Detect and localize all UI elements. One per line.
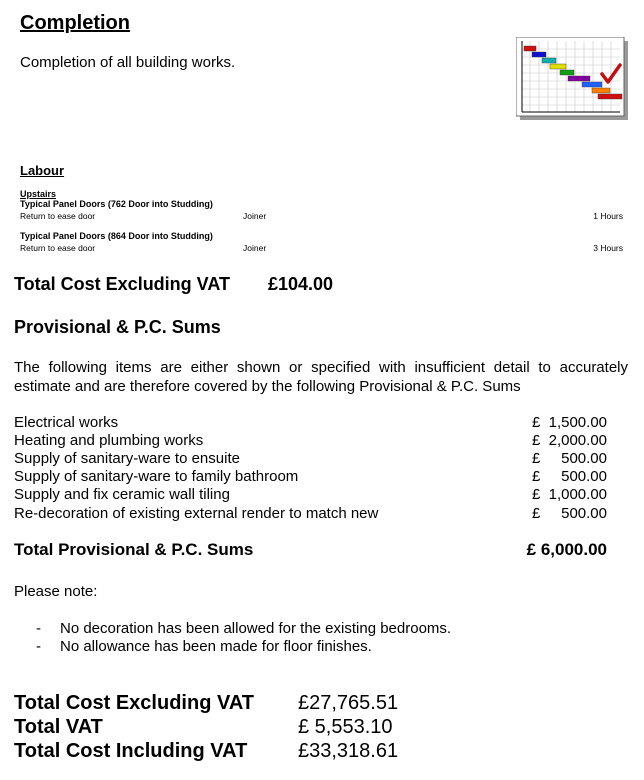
provisional-total-value: £ 6,000.00 (526, 540, 607, 559)
labour-item-duration: 1 Hours (593, 211, 623, 221)
sum-item-amount: 2,000.00 (548, 432, 607, 449)
labour-item-duration: 3 Hours (593, 243, 623, 253)
summary-vat-value: £ 5,553.10 (298, 716, 393, 738)
sum-item-currency: £ (532, 432, 541, 449)
summary-vat-label: Total VAT (14, 716, 103, 738)
gantt-bar (598, 94, 622, 99)
sum-item-amount: 500.00 (561, 450, 607, 467)
provisional-paragraph: The following items are either shown or specified with insufficient detail to accurately estimate and are therefore covered by the following Provisional & P.C. Sums (14, 359, 628, 395)
summary-excl-value: £27,765.51 (298, 692, 399, 714)
sum-item-label: Electrical works (14, 414, 119, 431)
sum-item-currency: £ (532, 468, 541, 485)
provisional-heading: Provisional & P.C. Sums (14, 317, 221, 337)
bullet-dash: - (36, 638, 41, 655)
completion-description: Completion of all building works. (20, 54, 236, 71)
sum-item-label: Supply and fix ceramic wall tiling (14, 486, 230, 503)
summary-excl-label: Total Cost Excluding VAT (14, 692, 254, 714)
provisional-total-label: Total Provisional & P.C. Sums (14, 540, 254, 559)
sum-item-label: Re-decoration of existing external render to match new (14, 505, 379, 522)
labour-item-task: Return to ease door (20, 211, 96, 221)
note-item: No decoration has been allowed for the existing bedrooms. (60, 620, 452, 637)
gantt-bar (542, 58, 556, 63)
note-item: No allowance has been made for floor finishes. (60, 638, 372, 655)
labour-item-title: Typical Panel Doors (762 Door into Studding) (20, 199, 213, 209)
labour-item-trade: Joiner (243, 211, 267, 221)
summary-incl-value: £33,318.61 (298, 740, 399, 762)
sum-item-currency: £ (532, 450, 541, 467)
sum-item-amount: 500.00 (561, 505, 607, 522)
labour-total-label: Total Cost Excluding VAT (14, 274, 230, 294)
gantt-bar (582, 82, 602, 87)
gantt-bar (524, 46, 536, 51)
sum-item-currency: £ (532, 505, 541, 522)
gantt-bar (560, 70, 574, 75)
bullet-dash: - (36, 620, 41, 637)
sum-item-currency: £ (532, 414, 541, 431)
sum-item-amount: 500.00 (561, 468, 607, 485)
gantt-chart-icon (516, 37, 628, 120)
labour-heading: Labour (20, 163, 65, 178)
sum-item-label: Supply of sanitary-ware to ensuite (14, 450, 240, 467)
completion-heading: Completion (20, 12, 130, 34)
sum-item-label: Supply of sanitary-ware to family bathroom (14, 468, 299, 485)
section-upstairs: Upstairs (20, 189, 57, 199)
gantt-bar (550, 64, 566, 69)
labour-total-value: £104.00 (268, 274, 334, 294)
labour-item-trade: Joiner (243, 243, 267, 253)
gantt-bar (592, 88, 610, 93)
sum-item-amount: 1,000.00 (548, 486, 607, 503)
labour-item-task: Return to ease door (20, 243, 96, 253)
notes-heading: Please note: (14, 583, 98, 600)
gantt-bar (568, 76, 590, 81)
sum-item-amount: 1,500.00 (548, 414, 607, 431)
labour-item-title: Typical Panel Doors (864 Door into Studding) (20, 231, 213, 241)
gantt-bar (532, 52, 546, 57)
sum-item-currency: £ (532, 486, 541, 503)
summary-incl-label: Total Cost Including VAT (14, 740, 248, 762)
sum-item-label: Heating and plumbing works (14, 432, 204, 449)
